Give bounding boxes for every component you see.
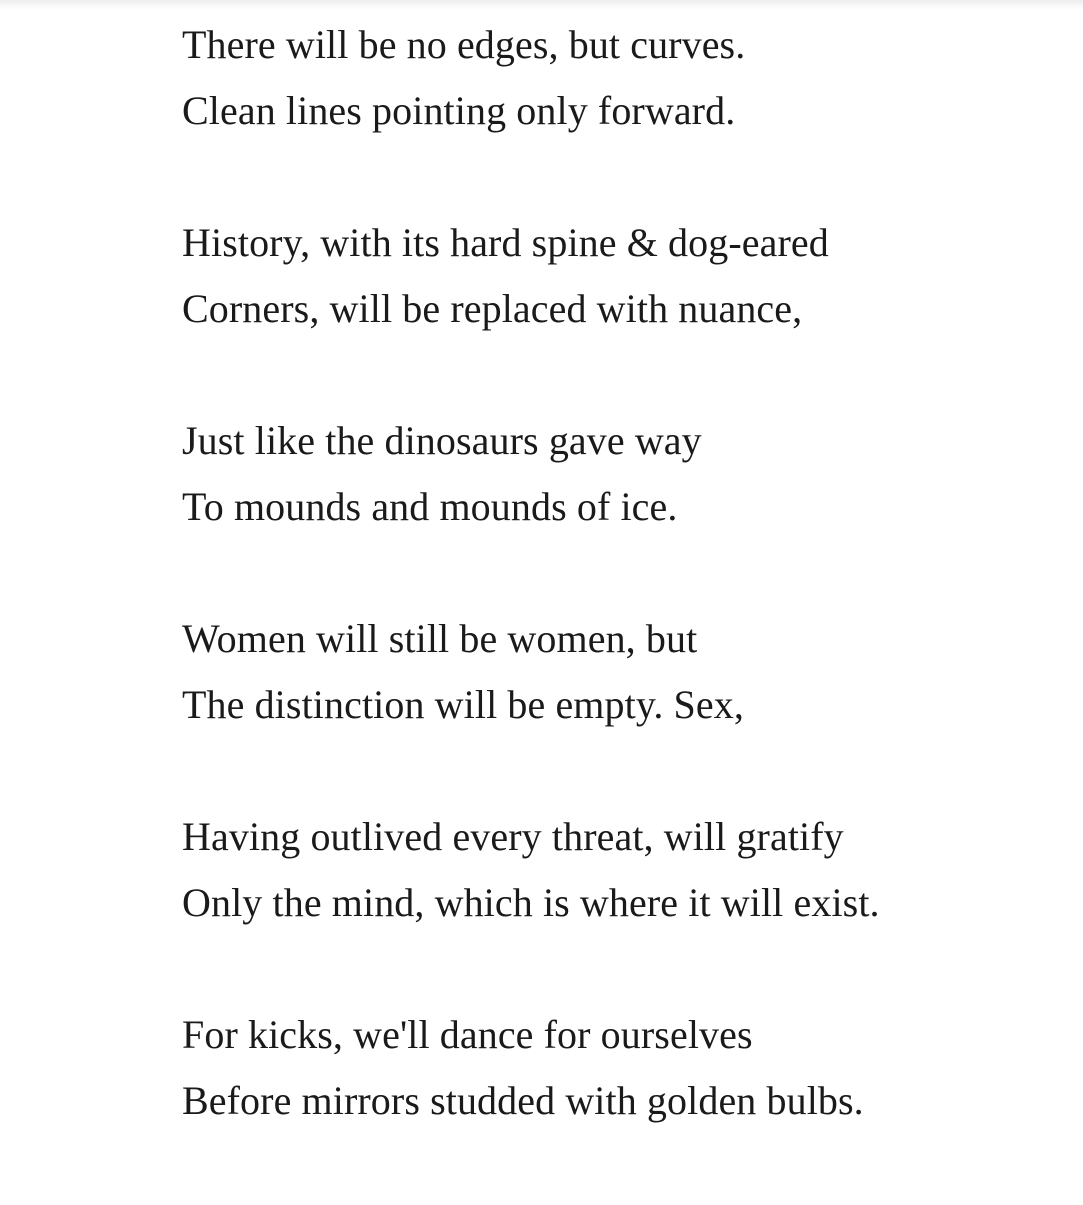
stanza-6 — [182, 1007, 880, 1139]
poem-line: Clean lines pointing only forward. — [182, 88, 736, 133]
poem-line: Corners, will be replaced with nuance, — [182, 286, 803, 331]
poem-line: To mounds and mounds of ice. — [182, 484, 678, 529]
stanza-5 — [182, 809, 880, 941]
stanza-2 — [182, 215, 880, 347]
poem-line: The distinction will be empty. Sex, — [182, 682, 744, 727]
poem-line: For kicks, we'll dance for ourselves — [182, 1012, 753, 1057]
poem-line: Only the mind, which is where it will exist. — [182, 880, 880, 925]
stanza-1 — [182, 17, 880, 149]
stanza-4 — [182, 611, 880, 743]
poem-line: Before mirrors studded with golden bulbs. — [182, 1078, 864, 1123]
poem-line: Having outlived every threat, will gratify — [182, 814, 844, 859]
poem-line: History, with its hard spine & dog-eared — [182, 220, 829, 265]
poem-line: There will be no edges, but curves. — [182, 22, 746, 67]
stanza-3 — [182, 413, 880, 545]
poem-line: Just like the dinosaurs gave way — [182, 418, 702, 463]
top-shadow — [0, 0, 1083, 10]
poem-text — [182, 17, 880, 1205]
poem-line: Women will still be women, but — [182, 616, 698, 661]
